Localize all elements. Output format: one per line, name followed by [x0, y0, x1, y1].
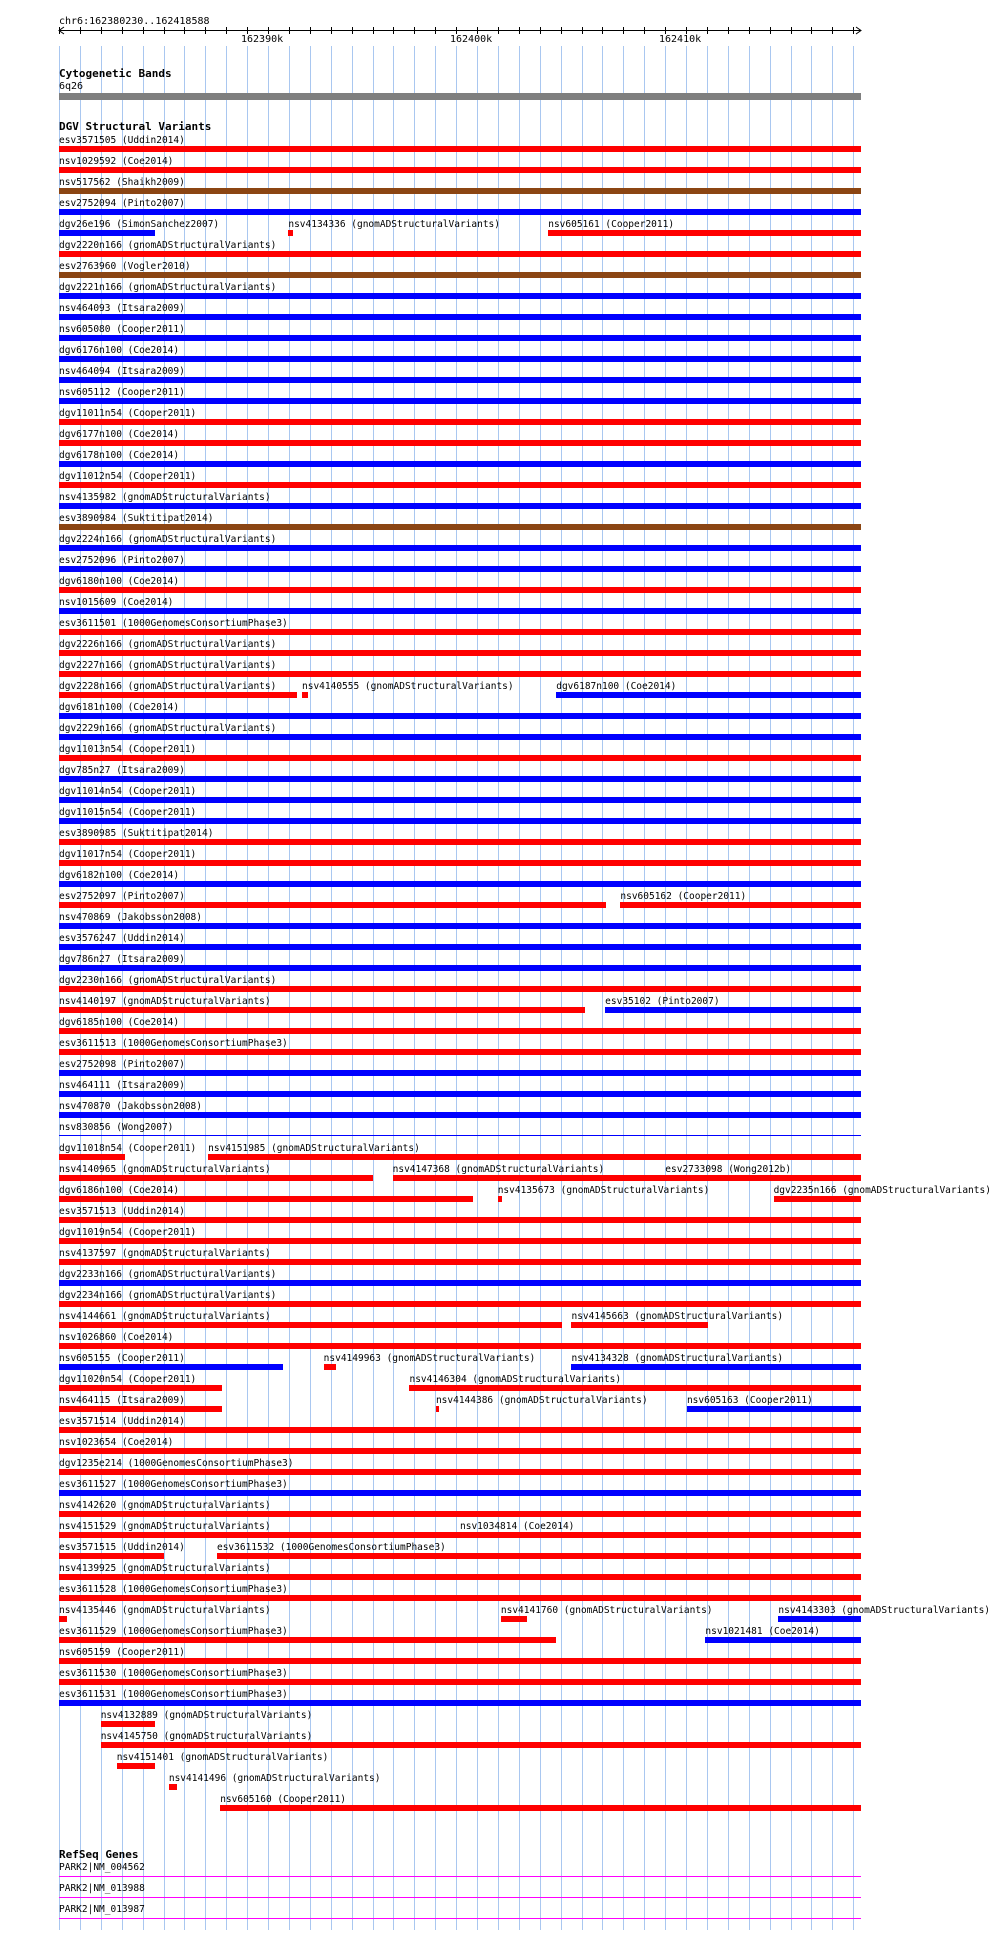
- variant-bar[interactable]: [59, 1574, 861, 1580]
- gene-label[interactable]: PARK2|NM_013987: [59, 1904, 145, 1915]
- variant-label[interactable]: nsv4145750 (gnomADStructuralVariants): [100, 1731, 313, 1742]
- variant-bar[interactable]: [59, 629, 861, 635]
- variant-label[interactable]: esv3611513 (1000GenomesConsortiumPhase3): [59, 1038, 288, 1049]
- variant-label[interactable]: nsv517562 (Shaikh2009): [59, 177, 185, 188]
- variant-bar[interactable]: [59, 650, 861, 656]
- variant-bar[interactable]: [59, 1616, 67, 1622]
- variant-label[interactable]: nsv4140197 (gnomADStructuralVariants): [59, 996, 271, 1007]
- variant-label[interactable]: nsv470869 (Jakobsson2008): [59, 912, 202, 923]
- variant-bar[interactable]: [59, 188, 861, 194]
- variant-bar[interactable]: [59, 1238, 861, 1244]
- variant-bar[interactable]: [59, 1301, 861, 1307]
- variant-bar[interactable]: [409, 1385, 861, 1391]
- variant-label[interactable]: esv3611532 (1000GenomesConsortiumPhase3): [216, 1542, 446, 1553]
- variant-bar[interactable]: [59, 146, 861, 152]
- variant-bar[interactable]: [59, 1091, 861, 1097]
- variant-label[interactable]: dgv11020n54 (Cooper2011): [59, 1374, 197, 1385]
- variant-bar[interactable]: [59, 1196, 473, 1202]
- variant-bar[interactable]: [665, 1177, 861, 1178]
- variant-label[interactable]: dgv1235e214 (1000GenomesConsortiumPhase3): [59, 1458, 294, 1469]
- variant-label[interactable]: dgv2233n166 (gnomADStructuralVariants): [59, 1269, 277, 1280]
- variant-bar[interactable]: [59, 1280, 861, 1286]
- track-title: RefSeq Genes: [59, 1848, 139, 1861]
- variant-bar[interactable]: [59, 1070, 861, 1076]
- variant-label[interactable]: dgv6187n100 (Coe2014): [556, 681, 677, 692]
- variant-bar[interactable]: [556, 692, 861, 698]
- variant-bar[interactable]: [59, 734, 861, 740]
- variant-bar[interactable]: [59, 1469, 861, 1475]
- variant-bar[interactable]: [59, 1154, 125, 1160]
- variant-label[interactable]: esv3611501 (1000GenomesConsortiumPhase3): [59, 618, 288, 629]
- variant-bar[interactable]: [59, 167, 861, 173]
- variant-label[interactable]: dgv6180n100 (Coe2014): [59, 576, 180, 587]
- tick-label: 162390k: [241, 34, 284, 45]
- variant-bar[interactable]: [59, 1448, 861, 1454]
- variant-bar[interactable]: [59, 293, 861, 299]
- variant-label[interactable]: dgv6182n100 (Coe2014): [59, 870, 180, 881]
- variant-label[interactable]: esv3571514 (Uddin2014): [59, 1416, 185, 1427]
- variant-label[interactable]: esv35102 (Pinto2007): [605, 996, 720, 1007]
- tick-label: 162410k: [659, 34, 702, 45]
- variant-bar[interactable]: [59, 818, 861, 824]
- variant-bar[interactable]: [59, 713, 861, 719]
- variant-label[interactable]: esv3611528 (1000GenomesConsortiumPhase3): [59, 1584, 288, 1595]
- variant-bar[interactable]: [59, 692, 297, 698]
- variant-label[interactable]: nsv605155 (Cooper2011): [59, 1353, 185, 1364]
- variant-bar[interactable]: [59, 1135, 861, 1136]
- variant-bar[interactable]: [59, 482, 861, 488]
- variant-label[interactable]: dgv2220n166 (gnomADStructuralVariants): [59, 240, 277, 251]
- variant-bar[interactable]: [59, 545, 861, 551]
- variant-bar[interactable]: [217, 1553, 861, 1559]
- variant-bar[interactable]: [59, 566, 861, 572]
- variant-label[interactable]: esv3611530 (1000GenomesConsortiumPhase3): [59, 1668, 288, 1679]
- variant-label[interactable]: nsv464093 (Itsara2009): [59, 303, 185, 314]
- variant-bar[interactable]: [571, 1322, 707, 1328]
- variant-label[interactable]: nsv4144661 (gnomADStructuralVariants): [59, 1311, 271, 1322]
- variant-label[interactable]: dgv2226n166 (gnomADStructuralVariants): [59, 639, 277, 650]
- variant-label[interactable]: nsv4145663 (gnomADStructuralVariants): [571, 1311, 784, 1322]
- variant-bar[interactable]: [59, 923, 861, 929]
- variant-bar[interactable]: [59, 776, 861, 782]
- variant-label[interactable]: nsv464111 (Itsara2009): [59, 1080, 185, 1091]
- variant-label[interactable]: nsv605160 (Cooper2011): [220, 1794, 347, 1805]
- track-title: Cytogenetic Bands: [59, 67, 172, 80]
- variant-bar[interactable]: [59, 503, 861, 509]
- variant-label[interactable]: esv3571505 (Uddin2014): [59, 135, 185, 146]
- variant-label[interactable]: nsv464115 (Itsara2009): [59, 1395, 185, 1406]
- variant-bar[interactable]: [169, 1784, 177, 1790]
- variant-label[interactable]: nsv4142620 (gnomADStructuralVariants): [59, 1500, 271, 1511]
- variant-label[interactable]: nsv4141760 (gnomADStructuralVariants): [500, 1605, 713, 1616]
- variant-label[interactable]: dgv2221n166 (gnomADStructuralVariants): [59, 282, 277, 293]
- variant-bar[interactable]: [59, 398, 861, 404]
- variant-label[interactable]: esv3611531 (1000GenomesConsortiumPhase3): [59, 1689, 288, 1700]
- variant-label[interactable]: esv3611529 (1000GenomesConsortiumPhase3): [59, 1626, 288, 1637]
- variant-label[interactable]: dgv6186n100 (Coe2014): [59, 1185, 180, 1196]
- variant-label[interactable]: nsv1034814 (Coe2014): [460, 1521, 575, 1532]
- variant-label[interactable]: dgv11012n54 (Cooper2011): [59, 471, 197, 482]
- variant-label[interactable]: nsv464094 (Itsara2009): [59, 366, 185, 377]
- variant-label[interactable]: dgv6178n100 (Coe2014): [59, 450, 180, 461]
- cytoband-bar[interactable]: [59, 93, 861, 100]
- variant-label[interactable]: dgv11011n54 (Cooper2011): [59, 408, 197, 419]
- variant-bar[interactable]: [59, 797, 861, 803]
- variant-bar[interactable]: [59, 1406, 222, 1412]
- variant-bar[interactable]: [117, 1763, 155, 1769]
- variant-bar[interactable]: [59, 1028, 861, 1034]
- variant-bar[interactable]: [59, 419, 861, 425]
- variant-bar[interactable]: [59, 461, 861, 467]
- variant-label[interactable]: dgv6181n100 (Coe2014): [59, 702, 180, 713]
- region-label: chr6:162380230..162418588: [59, 16, 210, 27]
- variant-bar[interactable]: [59, 1553, 164, 1559]
- variant-label[interactable]: dgv6177n100 (Coe2014): [59, 429, 180, 440]
- variant-bar[interactable]: [59, 860, 861, 866]
- variant-label[interactable]: nsv605080 (Cooper2011): [59, 324, 185, 335]
- variant-bar[interactable]: [501, 1616, 527, 1622]
- variant-bar[interactable]: [59, 839, 861, 845]
- variant-label[interactable]: nsv4146304 (gnomADStructuralVariants): [409, 1374, 622, 1385]
- variant-bar[interactable]: [59, 1595, 861, 1601]
- variant-bar[interactable]: [436, 1406, 439, 1412]
- variant-label[interactable]: dgv11015n54 (Cooper2011): [59, 807, 197, 818]
- variant-bar[interactable]: [101, 1742, 861, 1748]
- variant-bar[interactable]: [59, 1700, 861, 1706]
- variant-bar[interactable]: [571, 1364, 861, 1370]
- variant-label[interactable]: nsv470870 (Jakobsson2008): [59, 1101, 202, 1112]
- variant-bar[interactable]: [59, 671, 861, 677]
- variant-bar[interactable]: [59, 230, 155, 236]
- variant-label[interactable]: nsv4151529 (gnomADStructuralVariants): [59, 1521, 271, 1532]
- variant-label[interactable]: nsv605112 (Cooper2011): [59, 387, 185, 398]
- variant-label[interactable]: dgv2224n166 (gnomADStructuralVariants): [59, 534, 277, 545]
- variant-bar[interactable]: [59, 1217, 861, 1223]
- variant-bar[interactable]: [59, 965, 861, 971]
- variant-label[interactable]: dgv2227n166 (gnomADStructuralVariants): [59, 660, 277, 671]
- variant-label[interactable]: esv2752097 (Pinto2007): [59, 891, 185, 902]
- variant-label[interactable]: dgv2230n166 (gnomADStructuralVariants): [59, 975, 277, 986]
- variant-label[interactable]: nsv1026860 (Coe2014): [59, 1332, 174, 1343]
- variant-label[interactable]: nsv4135446 (gnomADStructuralVariants): [59, 1605, 271, 1616]
- variant-bar[interactable]: [774, 1196, 861, 1202]
- variant-label[interactable]: esv2733098 (Wong2012b): [665, 1164, 792, 1175]
- band-label: 6q26: [59, 81, 84, 92]
- variant-bar[interactable]: [59, 314, 861, 320]
- variant-label[interactable]: dgv2234n166 (gnomADStructuralVariants): [59, 1290, 277, 1301]
- variant-label[interactable]: nsv1021481 (Coe2014): [705, 1626, 820, 1637]
- gene-line[interactable]: [59, 1876, 861, 1877]
- gene-line[interactable]: [59, 1918, 861, 1919]
- variant-bar[interactable]: [59, 881, 861, 887]
- variant-label[interactable]: esv3571513 (Uddin2014): [59, 1206, 185, 1217]
- variant-label[interactable]: dgv11019n54 (Cooper2011): [59, 1227, 197, 1238]
- variant-bar[interactable]: [59, 587, 861, 593]
- variant-bar[interactable]: [605, 1007, 861, 1013]
- variant-bar[interactable]: [548, 230, 861, 236]
- variant-label[interactable]: nsv4140965 (gnomADStructuralVariants): [59, 1164, 271, 1175]
- variant-label[interactable]: esv2752094 (Pinto2007): [59, 198, 185, 209]
- variant-bar[interactable]: [705, 1637, 861, 1643]
- variant-label[interactable]: nsv4149963 (gnomADStructuralVariants): [323, 1353, 536, 1364]
- variant-bar[interactable]: [59, 755, 861, 761]
- variant-label[interactable]: nsv1015609 (Coe2014): [59, 597, 174, 608]
- variant-bar[interactable]: [59, 1532, 861, 1538]
- variant-label[interactable]: esv3611527 (1000GenomesConsortiumPhase3): [59, 1479, 288, 1490]
- variant-bar[interactable]: [59, 1049, 861, 1055]
- variant-label[interactable]: nsv4151401 (gnomADStructuralVariants): [116, 1752, 329, 1763]
- variant-label[interactable]: esv3571515 (Uddin2014): [59, 1542, 185, 1553]
- variant-label[interactable]: esv3890984 (Suktitipat2014): [59, 513, 214, 524]
- variant-label[interactable]: nsv4144386 (gnomADStructuralVariants): [435, 1395, 648, 1406]
- variant-label[interactable]: nsv4151985 (gnomADStructuralVariants): [208, 1143, 420, 1154]
- variant-label[interactable]: nsv4135982 (gnomADStructuralVariants): [59, 492, 271, 503]
- variant-bar[interactable]: [59, 1259, 861, 1265]
- variant-bar[interactable]: [59, 356, 861, 362]
- variant-label[interactable]: dgv26e196 (SimonSanchez2007): [59, 219, 220, 230]
- variant-label[interactable]: nsv4137597 (gnomADStructuralVariants): [59, 1248, 271, 1259]
- variant-bar[interactable]: [208, 1154, 861, 1160]
- variant-label[interactable]: nsv4135673 (gnomADStructuralVariants): [497, 1185, 710, 1196]
- variant-label[interactable]: nsv1029592 (Coe2014): [59, 156, 174, 167]
- variant-bar[interactable]: [59, 1385, 222, 1391]
- variant-label[interactable]: esv2752096 (Pinto2007): [59, 555, 185, 566]
- gene-line[interactable]: [59, 1897, 861, 1898]
- variant-bar[interactable]: [101, 1721, 156, 1727]
- gene-label[interactable]: PARK2|NM_004562: [59, 1862, 145, 1873]
- variant-bar[interactable]: [59, 1658, 861, 1664]
- variant-label[interactable]: nsv830856 (Wong2007): [59, 1122, 174, 1133]
- variant-bar[interactable]: [220, 1805, 861, 1811]
- variant-label[interactable]: esv2763960 (Vogler2010): [59, 261, 191, 272]
- variant-label[interactable]: nsv4140555 (gnomADStructuralVariants): [302, 681, 514, 692]
- variant-label[interactable]: nsv1023654 (Coe2014): [59, 1437, 174, 1448]
- variant-bar[interactable]: [59, 251, 861, 257]
- variant-bar[interactable]: [288, 230, 293, 236]
- variant-bar[interactable]: [59, 1007, 585, 1013]
- variant-label[interactable]: esv2752098 (Pinto2007): [59, 1059, 185, 1070]
- variant-label[interactable]: nsv4139925 (gnomADStructuralVariants): [59, 1563, 271, 1574]
- variant-label[interactable]: nsv4134328 (gnomADStructuralVariants): [571, 1353, 784, 1364]
- variant-bar[interactable]: [393, 1175, 861, 1181]
- variant-bar[interactable]: [59, 377, 861, 383]
- variant-bar[interactable]: [59, 1112, 861, 1118]
- variant-bar[interactable]: [59, 1637, 556, 1643]
- variant-bar[interactable]: [59, 524, 861, 530]
- variant-label[interactable]: nsv605161 (Cooper2011): [548, 219, 675, 230]
- variant-bar[interactable]: [687, 1406, 861, 1412]
- variant-bar[interactable]: [59, 944, 861, 950]
- variant-label[interactable]: nsv605162 (Cooper2011): [620, 891, 747, 902]
- variant-label[interactable]: dgv11018n54 (Cooper2011): [59, 1143, 197, 1154]
- variant-label[interactable]: dgv786n27 (Itsara2009): [59, 954, 185, 965]
- variant-label[interactable]: nsv4143303 (gnomADStructuralVariants): [778, 1605, 991, 1616]
- variant-label[interactable]: dgv11017n54 (Cooper2011): [59, 849, 197, 860]
- variant-bar[interactable]: [59, 1364, 283, 1370]
- variant-bar[interactable]: [59, 1679, 861, 1685]
- variant-bar[interactable]: [59, 902, 606, 908]
- variant-bar[interactable]: [59, 209, 861, 215]
- tick-label: 162400k: [450, 34, 493, 45]
- variant-label[interactable]: nsv4141496 (gnomADStructuralVariants): [168, 1773, 381, 1784]
- variant-bar[interactable]: [620, 902, 861, 908]
- variant-bar[interactable]: [59, 1490, 861, 1496]
- variant-label[interactable]: nsv605163 (Cooper2011): [686, 1395, 813, 1406]
- variant-label[interactable]: esv3576247 (Uddin2014): [59, 933, 185, 944]
- variant-label[interactable]: dgv6176n100 (Coe2014): [59, 345, 180, 356]
- variant-label[interactable]: nsv4134336 (gnomADStructuralVariants): [288, 219, 500, 230]
- variant-label[interactable]: dgv785n27 (Itsara2009): [59, 765, 185, 776]
- variant-bar[interactable]: [498, 1196, 502, 1202]
- variant-bar[interactable]: [302, 692, 308, 698]
- variant-bar[interactable]: [59, 608, 861, 614]
- variant-label[interactable]: dgv11013n54 (Cooper2011): [59, 744, 197, 755]
- variant-label[interactable]: dgv2228n166 (gnomADStructuralVariants): [59, 681, 277, 692]
- variant-bar[interactable]: [59, 986, 861, 992]
- gene-label[interactable]: PARK2|NM_013988: [59, 1883, 145, 1894]
- variant-label[interactable]: dgv6185n100 (Coe2014): [59, 1017, 180, 1028]
- variant-bar[interactable]: [59, 1343, 861, 1349]
- variant-label[interactable]: dgv2229n166 (gnomADStructuralVariants): [59, 723, 277, 734]
- variant-bar[interactable]: [778, 1616, 861, 1622]
- variant-bar[interactable]: [59, 440, 861, 446]
- variant-label[interactable]: esv3890985 (Suktitipat2014): [59, 828, 214, 839]
- variant-bar[interactable]: [59, 1427, 861, 1433]
- variant-bar[interactable]: [59, 1511, 861, 1517]
- variant-bar[interactable]: [59, 272, 861, 278]
- variant-label[interactable]: nsv605159 (Cooper2011): [59, 1647, 185, 1658]
- variant-label[interactable]: nsv4132889 (gnomADStructuralVariants): [100, 1710, 313, 1721]
- variant-label[interactable]: dgv11014n54 (Cooper2011): [59, 786, 197, 797]
- variant-bar[interactable]: [59, 335, 861, 341]
- variant-bar[interactable]: [59, 1322, 562, 1328]
- variant-label[interactable]: dgv2235n166 (gnomADStructuralVariants): [773, 1185, 991, 1196]
- variant-bar[interactable]: [59, 1175, 373, 1181]
- variant-label[interactable]: nsv4147368 (gnomADStructuralVariants): [392, 1164, 605, 1175]
- track-title: DGV Structural Variants: [59, 120, 212, 133]
- variant-bar[interactable]: [324, 1364, 337, 1370]
